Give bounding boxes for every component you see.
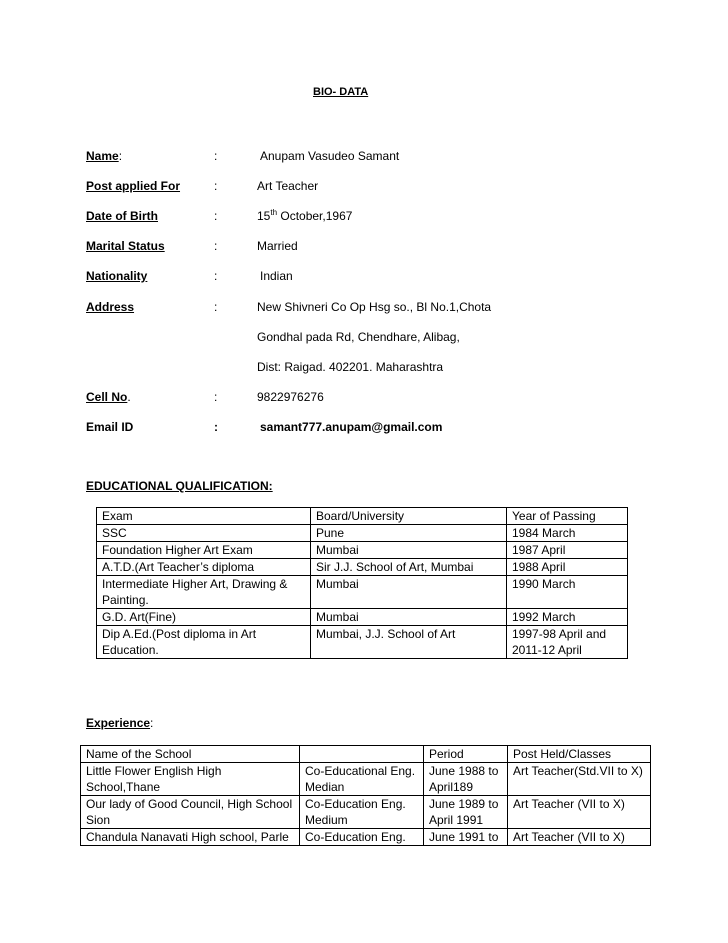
address-label: Address	[86, 300, 135, 314]
experience-header-row	[81, 746, 651, 763]
experience-header-period: Period	[424, 746, 508, 763]
education-exam: Dip A.Ed.(Post diploma in Art Education.	[97, 626, 311, 659]
education-header-board: Board/University	[311, 508, 507, 525]
name-value: Anupam Vasudeo Samant	[260, 149, 400, 163]
dob-rest: October,1967	[277, 209, 353, 223]
marital-colon: :	[214, 239, 218, 253]
experience-period: June 1991 to	[424, 829, 508, 846]
table-row	[81, 763, 651, 796]
name-label-wrap	[86, 149, 122, 163]
education-board: Pune	[311, 525, 507, 542]
experience-school: Little Flower English High School,Thane	[81, 763, 300, 796]
nationality-label: Nationality	[86, 269, 148, 283]
experience-heading-wrap	[86, 716, 153, 730]
table-row	[97, 626, 628, 659]
table-row	[81, 829, 651, 846]
education-exam: SSC	[97, 525, 311, 542]
education-exam: Foundation Higher Art Exam	[97, 542, 311, 559]
education-board: Mumbai	[311, 609, 507, 626]
experience-table	[80, 745, 651, 846]
post-value: Art Teacher	[257, 179, 319, 193]
cell-label: Cell No	[86, 390, 128, 404]
table-row	[97, 576, 628, 609]
experience-post: Art Teacher(Std.VII to X)	[508, 763, 651, 796]
education-heading: EDUCATIONAL QUALIFICATION:	[86, 479, 273, 493]
dob-day: 15	[257, 209, 271, 223]
experience-type: Co-Education Eng. Medium	[300, 796, 424, 829]
education-exam: A.T.D.(Art Teacher’s diploma	[97, 559, 311, 576]
address-line-2: Gondhal pada Rd, Chendhare, Alibag,	[257, 330, 460, 344]
education-exam: Intermediate Higher Art, Drawing & Painting.	[97, 576, 311, 609]
experience-heading-suffix: :	[150, 716, 154, 730]
education-header-year: Year of Passing	[507, 508, 628, 525]
experience-school: Our lady of Good Council, High School Sion	[81, 796, 300, 829]
education-year: 1992 March	[507, 609, 628, 626]
dob-sup: th	[270, 208, 278, 217]
address-line-3: Dist: Raigad. 402201. Maharashtra	[257, 360, 444, 374]
cell-label-wrap	[86, 390, 131, 404]
experience-school: Chandula Nanavati High school, Parle	[81, 829, 300, 846]
name-colon: :	[214, 149, 218, 163]
page-title: BIO- DATA	[313, 86, 369, 98]
table-row	[81, 796, 651, 829]
cell-label-suffix: .	[127, 390, 131, 404]
experience-period: June 1988 to April189	[424, 763, 508, 796]
education-board: Sir J.J. School of Art, Mumbai	[311, 559, 507, 576]
table-row	[97, 542, 628, 559]
name-label-suffix: :	[118, 149, 123, 163]
experience-header-school: Name of the School	[81, 746, 300, 763]
education-year: 1997-98 April and 2011-12 April	[507, 626, 628, 659]
cell-colon: :	[214, 390, 218, 404]
experience-type: Co-Education Eng.	[300, 829, 424, 846]
post-label: Post applied For	[86, 179, 181, 193]
marital-value: Married	[257, 239, 298, 253]
experience-header-post: Post Held/Classes	[508, 746, 651, 763]
email-value: samant777.anupam@gmail.com	[260, 420, 443, 434]
cell-value: 9822976276	[257, 390, 324, 404]
experience-post: Art Teacher (VII to X)	[508, 829, 651, 846]
nationality-value: Indian	[260, 269, 293, 283]
dob-value	[257, 209, 352, 223]
education-board: Mumbai, J.J. School of Art	[311, 626, 507, 659]
name-label: Name	[86, 149, 119, 163]
nationality-colon: :	[214, 269, 218, 283]
address-colon: :	[214, 300, 218, 314]
education-year: 1990 March	[507, 576, 628, 609]
education-board: Mumbai	[311, 576, 507, 609]
table-row	[97, 525, 628, 542]
education-table	[96, 507, 628, 659]
experience-period: June 1989 to April 1991	[424, 796, 508, 829]
experience-heading: Experience	[86, 716, 151, 730]
dob-label: Date of Birth	[86, 209, 158, 223]
education-year: 1984 March	[507, 525, 628, 542]
education-board: Mumbai	[311, 542, 507, 559]
experience-type: Co-Educational Eng. Median	[300, 763, 424, 796]
address-line-1: New Shivneri Co Op Hsg so., Bl No.1,Chota	[257, 300, 492, 314]
education-year: 1988 April	[507, 559, 628, 576]
post-colon: :	[214, 179, 218, 193]
experience-post: Art Teacher (VII to X)	[508, 796, 651, 829]
experience-header-type	[300, 746, 424, 763]
marital-label: Marital Status	[86, 239, 165, 253]
education-year: 1987 April	[507, 542, 628, 559]
email-colon: :	[214, 420, 218, 434]
education-header-exam: Exam	[97, 508, 311, 525]
education-exam: G.D. Art(Fine)	[97, 609, 311, 626]
education-header-row	[97, 508, 628, 525]
dob-colon: :	[214, 209, 218, 223]
table-row	[97, 609, 628, 626]
email-label: Email ID	[86, 420, 134, 434]
table-row	[97, 559, 628, 576]
